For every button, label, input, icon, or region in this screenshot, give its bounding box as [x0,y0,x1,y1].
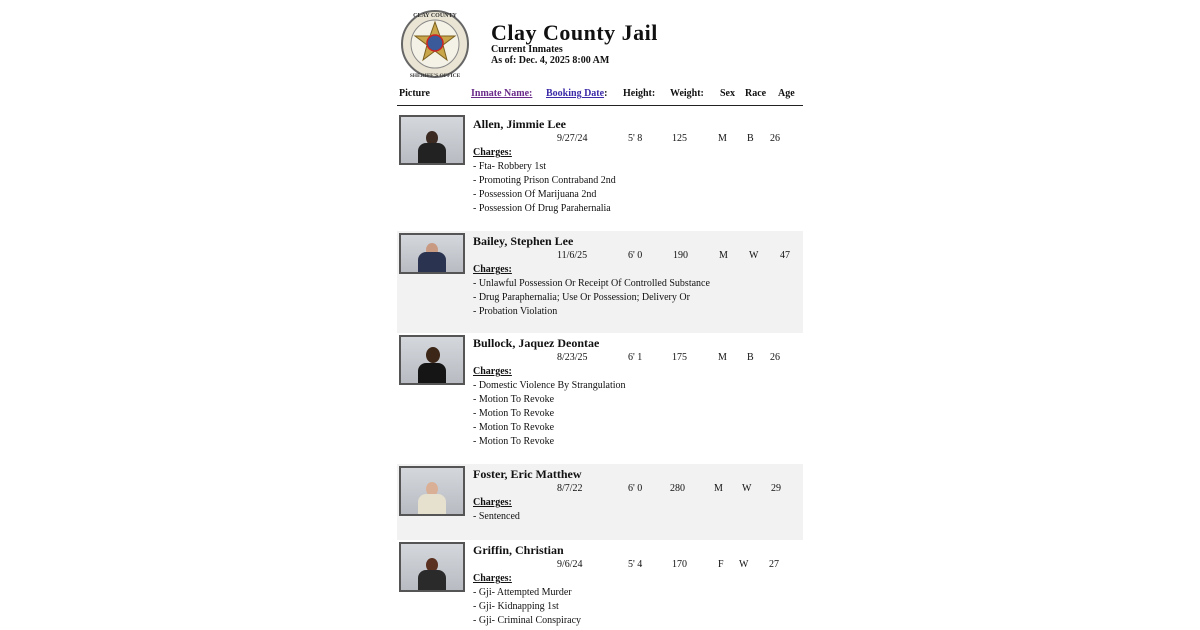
race: W [739,559,749,570]
booking-date: 11/6/25 [557,250,588,261]
inmate-row [397,106,803,231]
charge-item: - Domestic Violence By Strangulation [473,380,626,391]
col-weight: Weight: [670,88,704,99]
charge-item: - Motion To Revoke [473,436,555,447]
charge-item: - Fta- Robbery 1st [473,161,547,172]
booking-date: 8/7/22 [557,483,583,494]
sex: M [719,250,728,261]
inmate-row [397,464,803,540]
inmate-photo[interactable] [399,466,465,516]
weight: 280 [670,483,685,494]
as-of-timestamp: As of: Dec. 4, 2025 8:00 AM [491,55,610,66]
sheriff-seal-logo [401,8,469,80]
booking-date: 9/6/24 [557,559,583,570]
inmate-photo[interactable] [399,335,465,385]
charge-item: - Motion To Revoke [473,408,555,419]
charge-item: - Sentenced [473,511,520,522]
svg-text:SHERIFF'S OFFICE: SHERIFF'S OFFICE [409,73,461,79]
inmate-name: Bailey, Stephen Lee [473,234,574,248]
weight: 125 [672,133,687,144]
column-headers [397,84,803,106]
sex: M [714,483,723,494]
age: 29 [771,483,781,494]
sort-booking-date-link[interactable]: Booking Date [546,88,605,99]
charge-item: - Possession Of Marijuana 2nd [473,189,597,200]
age: 47 [780,250,790,261]
height: 5' 4 [628,559,643,570]
inmate-name: Griffin, Christian [473,543,564,557]
weight: 175 [672,352,687,363]
charge-item: - Promoting Prison Contraband 2nd [473,175,616,186]
charge-item: - Gji- Kidnapping 1st [473,601,559,612]
charge-item: - Unlawful Possession Or Receipt Of Controlled Substance [473,278,710,289]
page-subtitle: Current Inmates [491,44,563,55]
inmate-name: Bullock, Jaquez Deontae [473,336,600,350]
booking-colon: : [604,88,608,99]
height: 5' 8 [628,133,643,144]
height: 6' 0 [628,250,643,261]
inmate-row [397,231,803,333]
booking-date: 9/27/24 [557,133,588,144]
charges-label: Charges: [473,264,512,275]
inmate-name: Allen, Jimmie Lee [473,117,566,131]
col-age: Age [778,88,795,99]
age: 27 [769,559,779,570]
sex: F [718,559,724,570]
height: 6' 1 [628,352,643,363]
svg-text:CLAY COUNTY: CLAY COUNTY [413,13,457,19]
inmate-name: Foster, Eric Matthew [473,467,582,481]
charges-label: Charges: [473,497,512,508]
race: B [747,352,754,363]
charges-label: Charges: [473,366,512,377]
col-sex: Sex [720,88,735,99]
sex: M [718,133,727,144]
charge-item: - Motion To Revoke [473,394,555,405]
charge-item: - Motion To Revoke [473,422,555,433]
page-title: Clay County Jail [491,20,658,45]
charge-item: - Drug Paraphernalia; Use Or Possession; Delivery Or [473,292,690,303]
charge-item: - Gji- Criminal Conspiracy [473,615,582,626]
race: W [749,250,759,261]
age: 26 [770,133,780,144]
age: 26 [770,352,780,363]
weight: 170 [672,559,687,570]
inmate-row [397,333,803,464]
col-race: Race [745,88,767,99]
race: W [742,483,752,494]
sort-inmate-name-link[interactable]: Inmate Name: [471,88,533,99]
height: 6' 0 [628,483,643,494]
inmate-row [397,540,803,630]
charges-label: Charges: [473,573,512,584]
charges-label: Charges: [473,147,512,158]
sex: M [718,352,727,363]
inmate-photo[interactable] [399,542,465,592]
charge-item: - Probation Violation [473,306,558,317]
booking-date: 8/23/25 [557,352,588,363]
charge-item: - Possession Of Drug Parahernalia [473,203,611,214]
inmate-photo[interactable] [399,115,465,165]
inmate-photo[interactable] [399,233,465,274]
weight: 190 [673,250,688,261]
jail-roster [397,0,803,630]
charge-item: - Gji- Attempted Murder [473,587,572,598]
col-picture: Picture [399,88,430,99]
page-header [397,0,803,84]
col-height: Height: [623,88,656,99]
race: B [747,133,754,144]
